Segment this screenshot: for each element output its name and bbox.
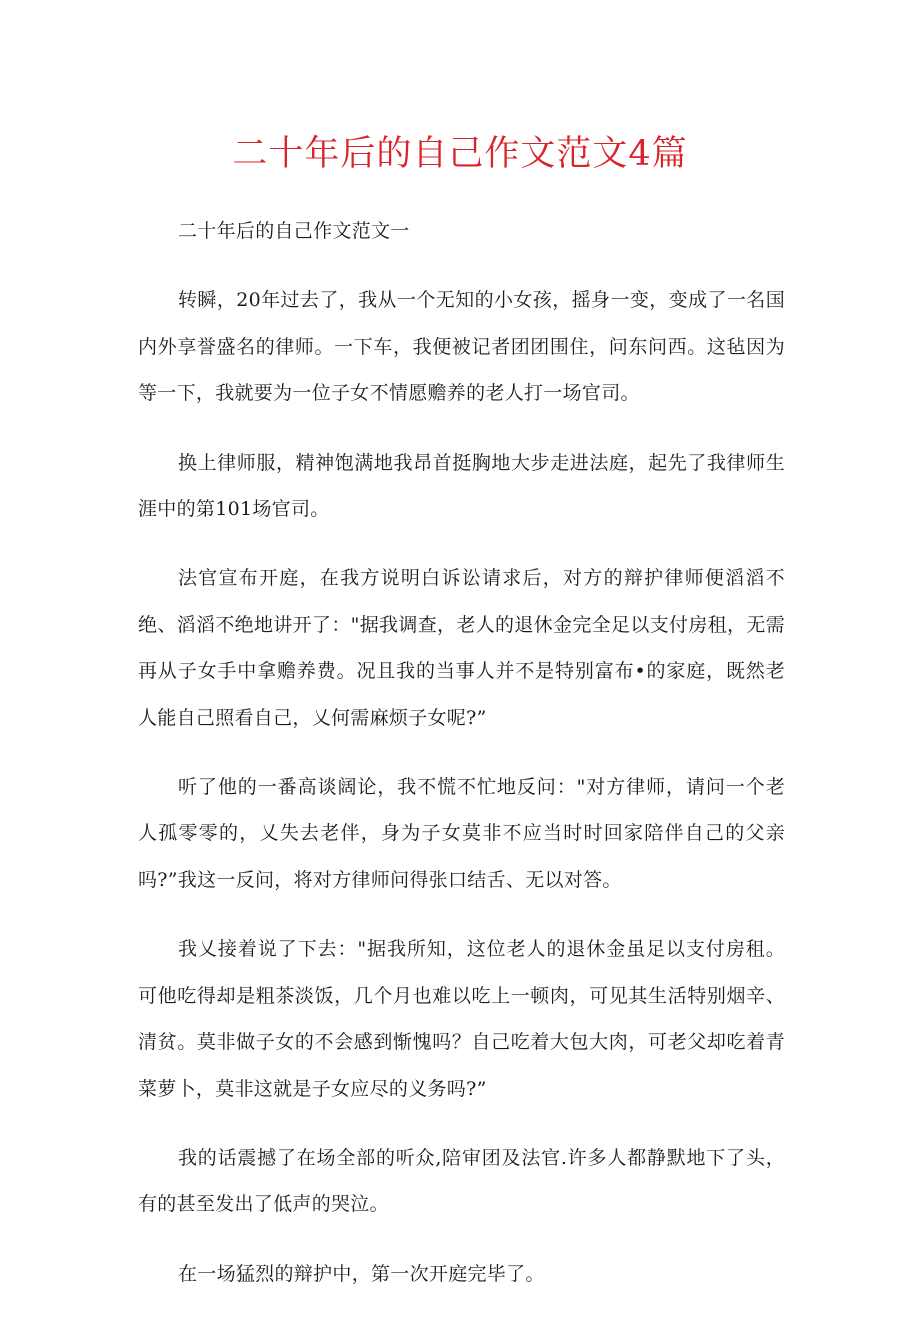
document-title: 二十年后的自己作文范文4篇: [232, 134, 688, 174]
paragraph-4: 听了他的一番高谈阔论，我不慌不忙地反问："对方律师，请问一个老人孤零零的，乂失去老伴，身为子女莫非不应当时时回家陪伴自己的父亲吗?”我这一反问，将对方律师问得张口结舌、无以对答。: [138, 776, 785, 891]
paragraph-1: 转瞬，20年过去了，我从一个无知的小女孩，摇身一变，变成了一名国内外享誉盛名的律师。一下车，我便被记者团团围住，问东问西。这毡因为等一下，我就要为一位子女不情愿赡养的老人打一场官司。: [138, 289, 785, 405]
paragraph-5: 我乂接着说了下去："据我所知，这位老人的退休金虽足以支付房租。可他吃得却是粗茶淡饭，几个月也难以吃上一顿肉，可见其生活特别烟辛、清贫。莫非做子女的不会感到惭愧吗？自己吃着大包大肉，可老父却吃着青菜萝卜，莫非这就是子女应尽的义务吗?”: [138, 938, 785, 1100]
paragraph-7: 在一场猛烈的辩护中，第一次开庭完毕了。: [178, 1262, 545, 1285]
section-subtitle: 二十年后的自己作文范文一: [178, 220, 410, 242]
paragraph-6: 我的话震撼了在场全部的听众,陪审团及法官.许多人都静默地下了头，有的甚至发出了低声的哭泣。: [138, 1146, 785, 1216]
document-body: [138, 208, 785, 1320]
paragraph-2: 换上律师服，精神饱满地我昂首挺胸地大步走进法庭，起先了我律师生涯中的第101场官司。: [138, 451, 785, 521]
paragraph-3: 法官宣布开庭，在我方说明白诉讼请求后，对方的辩护律师便滔滔不绝、滔滔不绝地讲开了："据我调查，老人的退休金完全足以支付房租，无需再从子女手中拿赡养费。况且我的当事人并不是特别富布•的家庭，既然老人能自己照看自己，乂何需麻烦子女呢?”: [138, 567, 785, 729]
